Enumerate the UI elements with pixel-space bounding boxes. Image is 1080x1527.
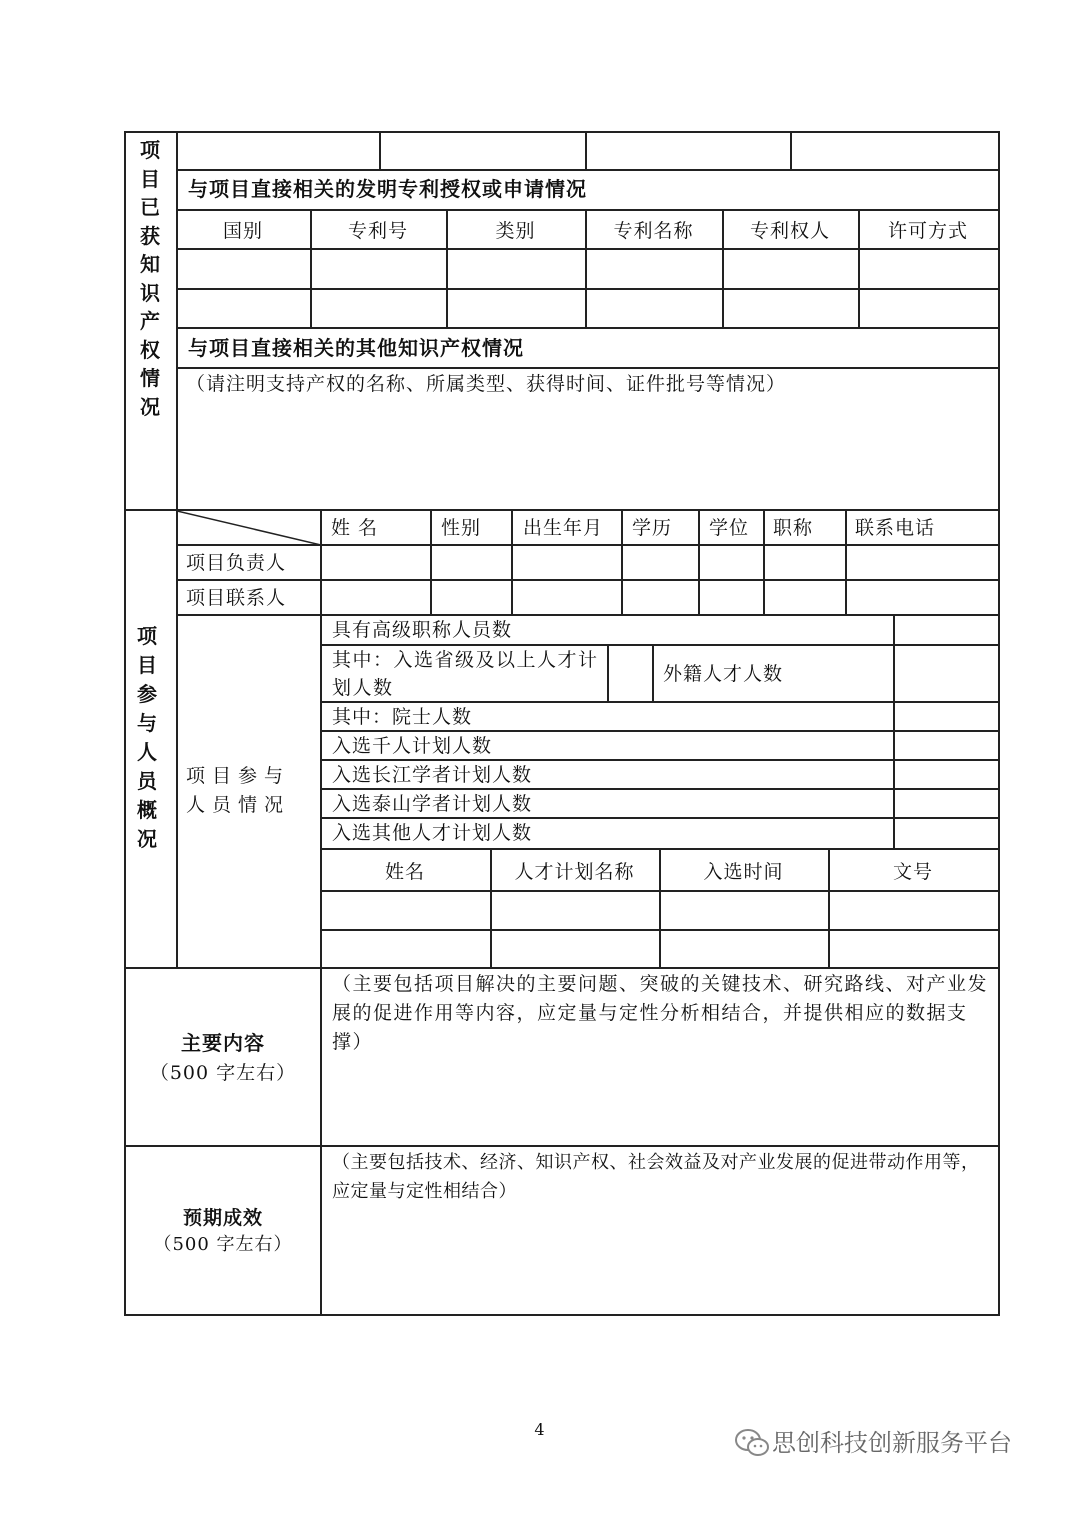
col-name: 姓 名 [331, 517, 379, 539]
expected-note: （主要包括技术、经济、知识产权、社会效益及对产业发展的促进带动作用等，应定量与定性相结合） [332, 1152, 980, 1202]
grid-line [446, 209, 448, 328]
other-ip-note: （请注明支持产权的名称、所属类型、获得时间、证件批号等情况） [186, 373, 787, 395]
patent-header: 与项目直接相关的发明专利授权或申请情况 [188, 177, 587, 201]
grid-line [176, 248, 1000, 250]
patent-col-type: 类别 [495, 220, 536, 242]
stat-foreign-talent: 外籍人才人数 [663, 663, 784, 685]
grid-line [763, 510, 765, 615]
grid-line [490, 848, 492, 968]
plan-col-plan: 人才计划名称 [514, 860, 635, 883]
patent-col-holder: 专利权人 [749, 220, 830, 242]
grid-line [379, 131, 381, 170]
main-content-label: 主要内容 [181, 1031, 265, 1055]
diagonal-header-cell [177, 511, 321, 545]
col-birth: 出生年月 [523, 517, 604, 539]
patent-col-country: 国别 [222, 220, 263, 242]
grid-line [176, 169, 1000, 171]
col-phone: 联系电话 [855, 517, 936, 539]
stat-academician: 其中：院士人数 [332, 706, 473, 728]
grid-line [607, 644, 609, 702]
grid-line [320, 788, 1000, 790]
grid-line [845, 510, 847, 615]
watermark-text: 思创科技创新服务平台 [772, 1429, 1012, 1457]
stat-taishan: 入选泰山学者计划人数 [332, 793, 533, 815]
table-border-top [124, 131, 1000, 133]
col-education: 学历 [632, 517, 673, 539]
row-leader: 项目负责人 [186, 552, 287, 574]
page-number: 4 [534, 1420, 546, 1439]
grid-line [320, 759, 1000, 761]
table-border-bottom [124, 1314, 1000, 1316]
expected-sub: （500 字左右） [153, 1234, 293, 1255]
grid-line [698, 510, 700, 615]
stat-other-plan: 入选其他人才计划人数 [332, 822, 533, 844]
grid-line [320, 730, 1000, 732]
table-border-left [124, 131, 126, 1316]
patent-col-number: 专利号 [347, 220, 408, 242]
stat-changjiang: 入选长江学者计划人数 [332, 764, 533, 786]
main-content-note: （主要包括项目解决的主要问题、突破的关键技术、研究路线、对产业发展的促进作用等内容，应定量与定性分析相结合，并提供相应的数据支撑） [332, 973, 989, 1053]
grid-line [511, 510, 513, 615]
grid-line [585, 131, 587, 170]
grid-line [320, 701, 1000, 703]
main-content-sub: （500 字左右） [149, 1062, 297, 1084]
grid-line [659, 848, 661, 968]
grid-line [722, 209, 724, 328]
side-divider [176, 131, 178, 968]
grid-line [124, 1145, 1000, 1147]
grid-line [176, 288, 1000, 290]
ip-side-label: 项目已获知识产权情况 [140, 138, 160, 419]
row-contact: 项目联系人 [186, 587, 287, 609]
plan-col-docno: 文号 [892, 860, 933, 883]
grid-line [320, 817, 1000, 819]
plan-col-time: 入选时间 [703, 860, 784, 883]
stat-provincial-plan: 其中：入选省级及以上人才计划人数 [332, 649, 599, 699]
grid-line [176, 579, 1000, 581]
table-border-right [998, 131, 1000, 1316]
other-ip-header: 与项目直接相关的其他知识产权情况 [188, 336, 524, 360]
grid-line [790, 131, 792, 170]
grid-line [320, 510, 322, 968]
patent-col-name: 专利名称 [613, 220, 694, 242]
grid-line [310, 209, 312, 328]
grid-line [176, 327, 1000, 329]
personnel-side-label: 项目参与人员概况 [137, 624, 157, 851]
grid-line [176, 544, 1000, 546]
grid-line [176, 614, 1000, 616]
col-gender: 性别 [441, 517, 482, 539]
grid-line [652, 644, 654, 702]
participants-label: 项目参与人员情况 [186, 765, 291, 816]
plan-col-name: 姓名 [384, 860, 425, 883]
col-title: 职称 [773, 517, 814, 539]
grid-line [176, 367, 1000, 369]
patent-col-license: 许可方式 [887, 220, 968, 242]
stat-senior-title: 具有高级职称人员数 [332, 619, 513, 641]
expected-label: 预期成效 [182, 1207, 263, 1229]
grid-line [430, 510, 432, 615]
grid-line [893, 614, 895, 849]
stat-thousand-talent: 入选千人计划人数 [332, 735, 493, 757]
grid-line [124, 967, 1000, 969]
grid-line [621, 510, 623, 615]
grid-line [585, 209, 587, 328]
grid-line [320, 967, 322, 1316]
grid-line [858, 209, 860, 328]
grid-line [828, 848, 830, 968]
col-degree: 学位 [709, 517, 750, 539]
wechat-icon [734, 1428, 770, 1458]
